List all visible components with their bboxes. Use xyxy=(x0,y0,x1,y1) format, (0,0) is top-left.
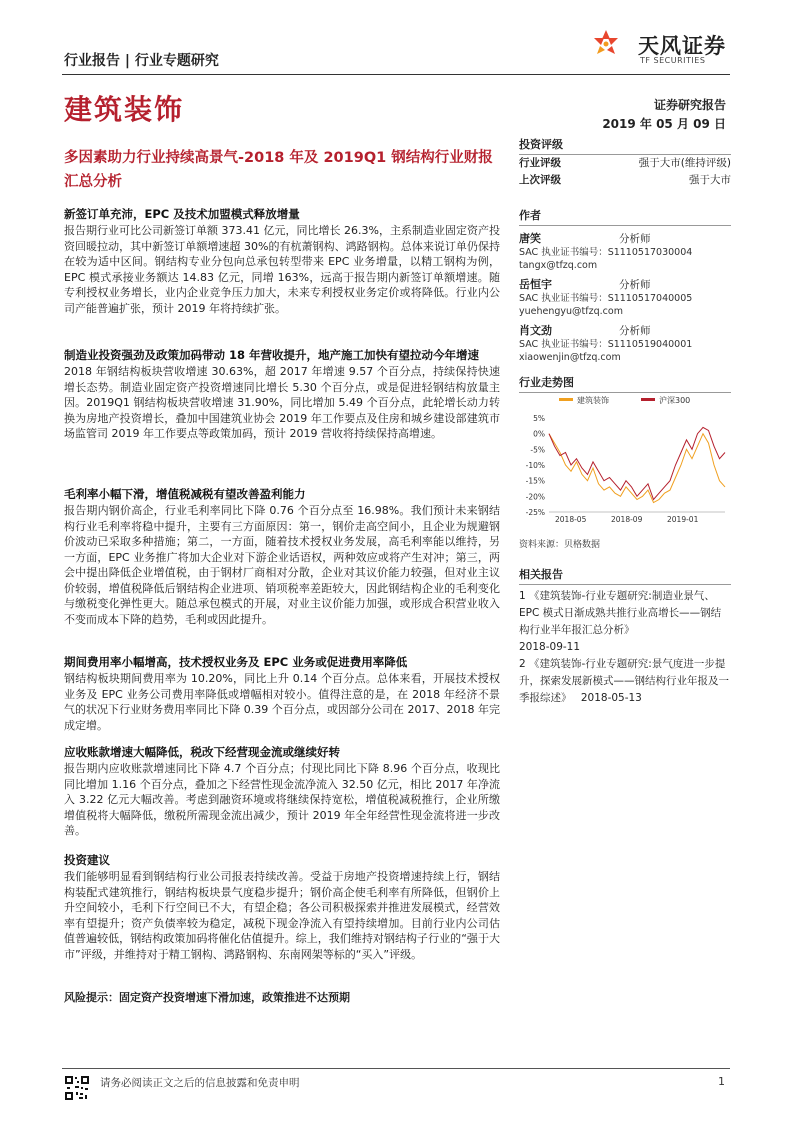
report-title: 多因素助力行业持续高景气-2018 年及 2019Q1 钢结构行业财报汇总分析 xyxy=(64,150,493,190)
series-line-sector xyxy=(549,434,725,503)
legend-swatch xyxy=(559,398,573,401)
related-item[interactable] xyxy=(519,656,731,707)
related-title[interactable]: 1 《建筑装饰-行业专题研究:制造业景气、EPC 模式日渐成熟共推行业高增长——钢结构行业半年报汇总分析》 xyxy=(519,590,722,636)
section-heading: 制造业投资强劲及政策加码带动 18 年营收提升，地产施工加快有望拉动今年增速 xyxy=(64,348,480,362)
section-heading: 期间费用率小幅增高，技术授权业务及 EPC 业务或促进费用率降低 xyxy=(64,655,408,669)
rating-row xyxy=(519,172,731,189)
rating-value: 强于大市(维持评级) xyxy=(638,157,731,169)
section-heading: 毛利率小幅下滑，增值税减税有望改善盈利能力 xyxy=(64,487,306,501)
legend-label: 沪深300 xyxy=(659,396,691,405)
x-tick-label: 2018-05 xyxy=(555,515,587,524)
report-category: 行业报告 | 行业专题研究 xyxy=(64,53,219,69)
report-date: 2019 年 05 月 09 日 xyxy=(602,117,726,131)
footer-divider xyxy=(62,1068,730,1069)
related-header: 相关报告 xyxy=(519,564,731,585)
sector-title: 建筑装饰 xyxy=(64,93,185,126)
section-body: 报告期内应收账款增速同比下降 4.7 个百分点；付现比同比下降 8.96 个百分点，收现比同比增加 1.16 个百分点，叠加之下经营性现金流净流入 32.50 亿元，相比 2017 年净流入 3.22 亿元大幅改善。考虑到融资环境或将继续保持宽松，增值税减税推行，企业所缴增值税将大幅降低，缴税所需现金流出减少，预计 2019 年全年经营性现金流将进一步改善。 xyxy=(64,762,500,837)
x-tick-label: 2018-09 xyxy=(611,515,643,524)
related-panel xyxy=(519,564,731,707)
related-date: 2018-09-11 xyxy=(519,641,581,653)
main-column-3 xyxy=(64,486,500,627)
analyst-email[interactable]: xiaowenjin@tfzq.com xyxy=(519,352,621,363)
trend-header: 行业走势图 xyxy=(519,372,731,393)
analyst-3 xyxy=(519,322,731,364)
y-tick-label: -5% xyxy=(530,445,545,455)
report-type: 证券研究报告 xyxy=(653,98,726,112)
y-tick-label: -20% xyxy=(525,492,545,502)
analyst-role: 分析师 xyxy=(619,233,651,245)
section-body: 报告期内钢价高企，行业毛利率同比下降 0.76 个百分点至 16.98%。我们预计未来钢结构行业毛利率将稳中提升，主要有三方面原因：第一，钢价走高空间小，且企业为规避钢价波动已采取多种措施；第二，一方面，随着技术授权业务发展，高毛利率能以维持，另一方面，EPC 业务推广将加大企业对下游企业话语权，两种效应或将产生对冲；第三，两会中提出降低企业增值税，由于钢材厂商相对分散，企业对其议价能力较强，但对业主议价较弱，增值税降低后钢结构企业进项、销项税率差距较大，因此钢结构企业的毛利变化与缴税变化弹性更大。随总承包模式的开展，对业主议价能力加强，或形成合积营业收入不变而成本下降的趋势，毛利或因此提升。 xyxy=(64,504,500,626)
main-column-6 xyxy=(64,852,500,962)
analyst-cert: SAC 执业证书编号：S1110517030004 xyxy=(519,247,693,258)
author-header: 作者 xyxy=(519,205,731,226)
legend-label: 建筑装饰 xyxy=(577,396,609,405)
main-column-4 xyxy=(64,654,500,733)
analyst-name: 肖文劲 xyxy=(519,324,552,337)
x-tick-label: 2019-01 xyxy=(667,515,699,524)
main-column-2 xyxy=(64,347,500,442)
risk-label: 风险提示： xyxy=(64,991,119,1004)
y-tick-label: 5% xyxy=(533,414,545,423)
analyst-cert: SAC 执业证书编号：S1110517040005 xyxy=(519,293,693,304)
legend-swatch xyxy=(641,398,655,401)
section-heading: 应收账款增速大幅降低，税改下经营现金流或继续好转 xyxy=(64,745,340,759)
rating-panel xyxy=(519,134,731,189)
main-column xyxy=(64,206,500,316)
analyst-role: 分析师 xyxy=(619,279,651,291)
section-body: 报告期行业可比公司新签订单额 373.41 亿元，同比增长 26.3%，主系制造业固定资产投资回暖拉动，其中新签订单额增速超 30%的有杭萧钢构、鸿路钢构。总体来说订单仍保持在较为适中区间。钢结构专业分包向总承包转型带来 EPC 业务增量，以精工钢构为例，EPC 模式承接业务额达 14.83 亿元，同增 163%，远高于报告期内新签订单额增速。随专利授权业务增长，业内企业竞争压力加大，未来专利授权业务定价或将降低。行业内公司产能普遍扩张，预计 2019 年将持续扩张。 xyxy=(64,224,500,315)
chart-source: 资料来源：贝格数据 xyxy=(519,540,601,550)
header-divider xyxy=(62,74,730,75)
related-item[interactable] xyxy=(519,588,731,656)
section-body: 2018 年钢结构板块营收增速 30.63%，超 2017 年增速 9.57 个百分点，持续保持快速增长态势。制造业固定资产投资增速同比增长 5.30 个百分点，或是促进轻钢结构放量主因。2019Q1 钢结构板块营收增速 31.90%，同比增加 5.49 个百分点，此轮增长动力转换为房地产投资增长，叠加中国建筑业协会 2019 年工作要点及住房和城乡建设部建筑市场监管司 2019 年工作要点等政策加码，预计 2019 营收将持续保持高增速。 xyxy=(64,365,500,440)
y-tick-label: -25% xyxy=(525,508,545,517)
main-column-5 xyxy=(64,744,500,839)
y-tick-label: -15% xyxy=(525,476,545,486)
footer-disclaimer[interactable]: 请务必阅读正文之后的信息披露和免责申明 xyxy=(100,1077,300,1089)
analyst-role: 分析师 xyxy=(619,325,651,337)
risk-text: 固定资产投资增速下滑加速，政策推进不达预期 xyxy=(119,991,350,1004)
rating-key: 上次评级 xyxy=(519,174,561,186)
analyst-email[interactable]: yuehengyu@tfzq.com xyxy=(519,306,623,317)
related-title[interactable]: 2 《建筑装饰-行业专题研究:景气度进一步提升，探索发展新模式——钢结构行业年报及一季报综述》 xyxy=(519,658,729,704)
trend-panel xyxy=(519,372,731,393)
rating-value: 强于大市 xyxy=(689,174,731,186)
section-heading: 投资建议 xyxy=(64,853,110,867)
logo-english-text: TF SECURITIES xyxy=(640,56,706,65)
section-body: 钢结构板块期间费用率为 10.20%，同比上升 0.14 个百分点。总体来看，开展技术授权业务及 EPC 业务公司费用率降低或增幅相对较小。值得注意的是，在 2018 年经济不景气的状况下行业财务费用率同比下降 0.39 个百分点，或因部分公司在 2017、2018 年完成定增。 xyxy=(64,672,500,732)
related-date: 2018-05-13 xyxy=(580,692,642,704)
section-1 xyxy=(64,206,500,316)
analyst-cert: SAC 执业证书编号：S1110519040001 xyxy=(519,339,693,350)
y-tick-label: 0% xyxy=(533,429,545,439)
page-number: 1 xyxy=(718,1075,725,1088)
analyst-name: 唐笑 xyxy=(519,232,541,245)
trend-chart xyxy=(519,392,731,530)
rating-header: 投资评级 xyxy=(519,134,731,155)
y-tick-label: -10% xyxy=(525,461,545,470)
rating-row xyxy=(519,155,731,172)
analyst-2 xyxy=(519,276,731,318)
author-panel xyxy=(519,205,731,364)
analyst-1 xyxy=(519,230,731,272)
section-body: 我们能够明显看到钢结构行业公司报表持续改善。受益于房地产投资增速持续上行，钢结构装配式建筑推行，钢结构板块景气度稳步提升；钢价高企使毛利率有所降低，但钢价上升空间较小，毛利下行空间已不大，有望企稳；各公司积极探索并推进发展模式，经营效率有望提升；资产负债率较为稳定，减税下现金净流入有望持续增加。目前行业内公司估值普遍较低，钢结构政策加码将催化估值提升。综上，我们维持对钢结构子行业的“强于大市”评级，并维持对于精工钢构、鸿路钢构、东南网架等标的“买入”评级。 xyxy=(64,870,500,961)
risk-note xyxy=(64,990,500,1006)
analyst-email[interactable]: tangx@tfzq.com xyxy=(519,260,598,271)
analyst-name: 岳恒宇 xyxy=(519,278,552,291)
logo-chinese-text: 天风证券 xyxy=(638,34,726,58)
rating-key: 行业评级 xyxy=(519,157,561,169)
section-heading: 新签订单充沛，EPC 及技术加盟模式释放增量 xyxy=(64,207,300,221)
qr-code-icon xyxy=(64,1075,90,1101)
